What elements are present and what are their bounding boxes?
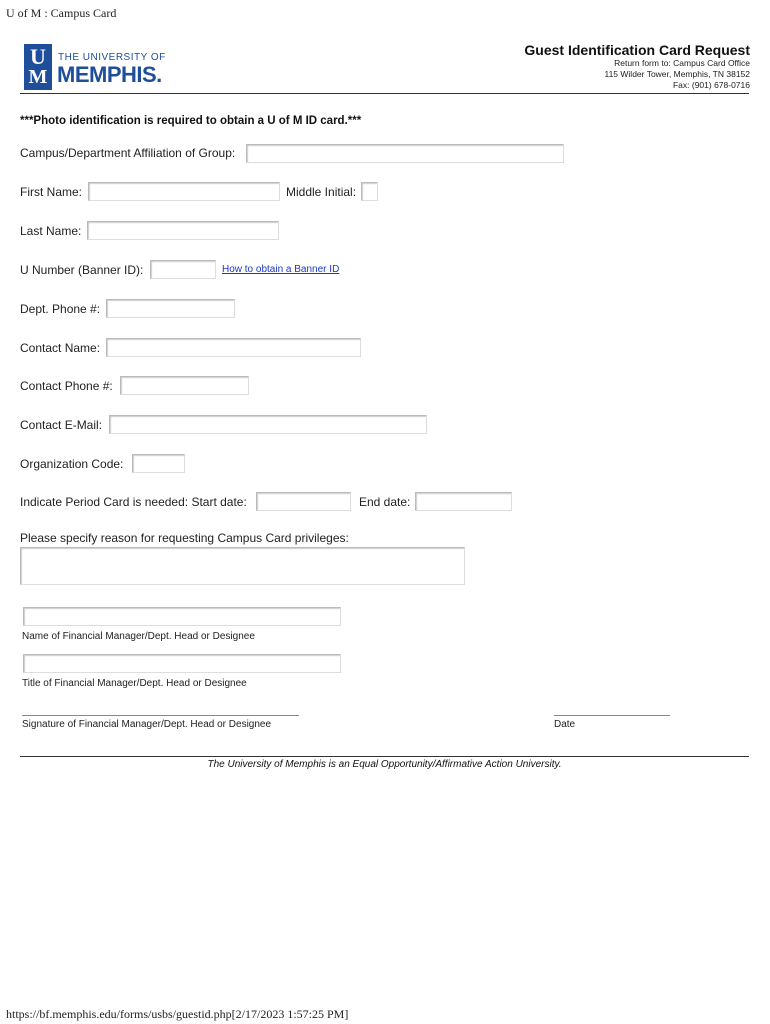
- eoe-statement: The University of Memphis is an Equal Opportunity/Affirmative Action University.: [207, 759, 562, 770]
- logo-text-top: THE UNIVERSITY OF: [58, 52, 166, 63]
- signature-line: [22, 715, 299, 716]
- signature-label: Signature of Financial Manager/Dept. Head or Designee: [22, 719, 272, 730]
- contact-name-field[interactable]: [106, 338, 361, 357]
- print-footer-url: https://bf.memphis.edu/forms/usbs/guestid.php[2/17/2023 1:57:25 PM]: [6, 1007, 349, 1021]
- middle-initial-field[interactable]: [361, 182, 378, 201]
- contact-name-label: Contact Name:: [20, 341, 101, 355]
- date-label: Date: [554, 719, 576, 730]
- u-number-label: U Number (Banner ID):: [20, 263, 144, 277]
- office-address: 115 Wilder Tower, Memphis, TN 38152: [604, 69, 750, 79]
- end-date-label: End date:: [359, 495, 411, 509]
- financial-manager-name-field[interactable]: [23, 607, 341, 626]
- last-name-label: Last Name:: [20, 224, 82, 238]
- contact-email-field[interactable]: [109, 415, 427, 434]
- logo-text-main: MEMPHIS.: [57, 62, 162, 87]
- logo-mark-u: U: [30, 44, 46, 69]
- middle-initial-label: Middle Initial:: [286, 185, 357, 199]
- financial-manager-name-label: Name of Financial Manager/Dept. Head or Designee: [22, 631, 255, 642]
- last-name-field[interactable]: [87, 221, 279, 240]
- contact-phone-field[interactable]: [120, 376, 249, 395]
- university-logo: [24, 44, 164, 90]
- start-date-label: Indicate Period Card is needed: Start date:: [20, 495, 247, 509]
- first-name-label: First Name:: [20, 185, 83, 199]
- logo-mark: [24, 44, 52, 90]
- dept-phone-field[interactable]: [106, 299, 235, 318]
- start-date-field[interactable]: [256, 492, 351, 511]
- financial-manager-title-label: Title of Financial Manager/Dept. Head or Designee: [22, 678, 247, 689]
- org-code-field[interactable]: [132, 454, 185, 473]
- banner-id-help-link[interactable]: How to obtain a Banner ID: [222, 264, 340, 275]
- office-fax: Fax: (901) 678-0716: [672, 80, 750, 90]
- reason-textarea[interactable]: [20, 547, 465, 585]
- affiliation-label: Campus/Department Affiliation of Group:: [20, 146, 236, 160]
- return-to-line: Return form to: Campus Card Office: [614, 58, 750, 68]
- org-code-label: Organization Code:: [20, 457, 124, 471]
- form-title: Guest Identification Card Request: [524, 42, 750, 58]
- form-title-block: [524, 42, 750, 91]
- footer-divider: [20, 756, 749, 757]
- date-line: [554, 715, 670, 716]
- dept-phone-label: Dept. Phone #:: [20, 302, 101, 316]
- print-header: U of M : Campus Card: [6, 6, 117, 20]
- u-number-field[interactable]: [150, 260, 216, 279]
- end-date-field[interactable]: [415, 492, 512, 511]
- contact-email-label: Contact E-Mail:: [20, 418, 103, 432]
- first-name-field[interactable]: [88, 182, 280, 201]
- reason-label: Please specify reason for requesting Campus Card privileges:: [20, 531, 349, 545]
- affiliation-field[interactable]: [246, 144, 564, 163]
- header-divider: [20, 93, 749, 94]
- financial-manager-title-field[interactable]: [23, 654, 341, 673]
- contact-phone-label: Contact Phone #:: [20, 379, 113, 393]
- logo-mark-m: M: [28, 66, 48, 88]
- photo-id-notice: ***Photo identification is required to obtain a U of M ID card.***: [20, 115, 362, 127]
